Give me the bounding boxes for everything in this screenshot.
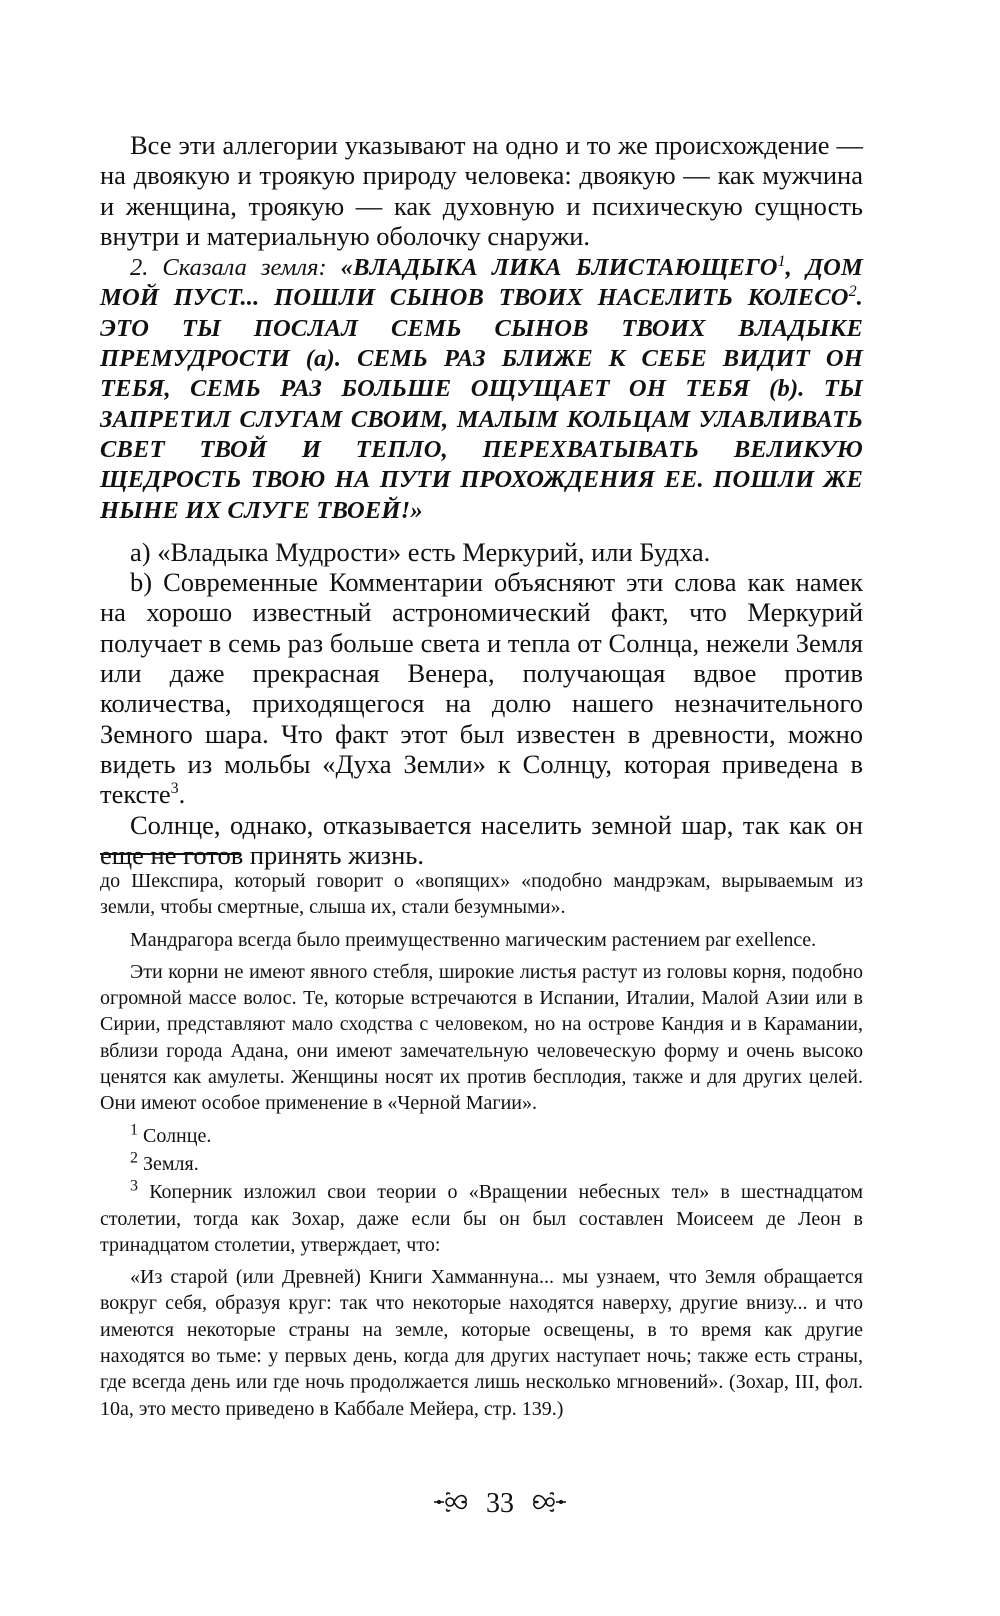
footnote-number: 1 <box>130 1121 138 1139</box>
footnote-text: Земля. <box>138 1152 199 1175</box>
stanza-part-1: «ВЛАДЫКА ЛИКА БЛИСТАЮЩЕГО <box>340 254 778 282</box>
stanza-part-2: , ДОМ МОЙ ПУСТ... ПОШЛИ СЫНОВ ТВОИХ НАСЕЛИТЬ КОЛЕСО <box>100 254 864 312</box>
footnote-2 <box>100 1151 863 1177</box>
footnote-number: 3 <box>130 1177 138 1195</box>
footnote-number: 2 <box>130 1149 138 1167</box>
main-text <box>100 130 863 870</box>
footnote-text: Коперник изложил свои теории о «Вращении небесных тел» в шестнадцатом столетии, тогда как Зохар, даже если бы он был составлен Моисеем де Леон в тринадцатом столетии, утверждает, что: <box>100 1181 863 1256</box>
stanza-verse <box>100 253 863 526</box>
commentary <box>100 537 863 870</box>
paragraph-allegories: Все эти аллегории указывают на одно и то же происхождение — на двоякую и троякую природу человека: двоякую — как мужчина и женщина, троякую — как духовную и психическую сущность внутри и материальную оболочку снаружи. <box>100 130 863 251</box>
footnote-ref-1: 1 <box>777 253 786 271</box>
comment-b-text: b) Современные Комментарии объясняют эти слова как намек на хорошо известный астрономический факт, что Меркурий получает в семь раз больше света и тепла от Солнца, нежели Земля или даже прекрасная Венера, получающая вдвое против количества, приходящегося на долю нашего незначительного Земного шара. Что факт этот был известен в древности, можно видеть из мольбы «Духа Земли» к Солнцу, которая приведена в тексте <box>100 567 863 810</box>
footnote-zohar-quote: «Из старой (или Древней) Книги Хамманнуна... мы узнаем, что Земля обращается вокруг себя, образуя круг: так что некоторые находятся наверху, другие внизу... и что имеются некоторые страны на земле, которые освещены, в то время как другие находятся во тьме: у первых день, когда для других наступает ночь; также есть страны, где всегда день или где ночь продолжается лишь несколько мгновений». (Зохар, III, фол. 10а, это место приведено в Каббале Мейера, стр. 139.) <box>100 1266 863 1420</box>
footnote-continuation: до Шекспира, который говорит о «вопящих» «подобно мандрэкам, вырываемым из земли, чтобы смертные, слыша их, стали безумными». <box>100 870 863 919</box>
footnote-divider <box>100 853 240 855</box>
footnote-ref-3: 3 <box>170 780 179 798</box>
footnote-3 <box>100 1179 863 1258</box>
stanza-part-3: . ЭТО ТЫ ПОСЛАЛ СЕМЬ СЫНОВ ТВОИХ ВЛАДЫКЕ ПРЕМУДРОСТИ (a). СЕМЬ РАЗ БЛИЖЕ К СЕБЕ ВИДИТ ОН ТЕБЯ, СЕМЬ РАЗ БОЛЬШЕ ОЩУЩАЕТ ОН ТЕБЯ (b). ТЫ ЗАПРЕТИЛ СЛУГАМ СВОИМ, МАЛЫМ КОЛЬЦАМ УЛАВЛИВАТЬ СВЕТ ТВОЙ И ТЕПЛО, ПЕРЕХВАТЫВАТЬ ВЕЛИКУЮ ЩЕДРОСТЬ ТВОЮ НА ПУТИ ПРОХОЖДЕНИЯ ЕЕ. ПОШЛИ ЖЕ НЫНЕ ИХ СЛУГЕ ТВОЕЙ!» <box>100 284 863 524</box>
stanza-intro: 2. Сказала земля: <box>130 254 341 282</box>
footnote-1 <box>100 1123 863 1149</box>
fleuron-right-icon <box>528 1490 568 1522</box>
page-footer <box>0 1488 1000 1522</box>
paragraph-sun: Солнце, однако, отказывается населить земной шар, так как он еще не готов принять жизнь. <box>100 809 863 870</box>
footnote-roots: Эти корни не имеют явного стебля, широкие листья растут из головы корня, подобно огромной массе волос. Те, которые встречаются в Испании, Италии, Малой Азии или в Сирии, представляют мало сходства с человеком, но на острове Кандия и в Карамании, вблизи города Адана, они имеют замечательную человеческую форму и очень высоко ценятся как амулеты. Женщины носят их против бесплодия, также и для других целей. Они имеют особое применение в «Черной Магии». <box>100 960 863 1115</box>
footnote-ref-2: 2 <box>848 283 857 301</box>
comment-b: b) Современные Комментарии объясняют эти слова как намек на хорошо известный астрономический факт, что Меркурий получает в семь раз больше света и тепла от Солнца, нежели Земля или даже прекрасная Венера, получающая вдвое против количества, приходящегося на долю нашего незначительного Земного шара. Что факт этот был известен в древности, можно видеть из мольбы «Духа Земли» к Солнцу, которая приведена в тексте$^3$. <box>100 567 863 810</box>
footnote-text: Солнце. <box>138 1124 212 1147</box>
stanza-text <box>100 253 863 526</box>
comment-a: a) «Владыка Мудрости» есть Меркурий, или Будха. <box>130 536 711 567</box>
footnote-mandragora: Мандрагора всегда было преимущественно магическим растением par exellence. <box>130 928 817 951</box>
fleuron-left-icon <box>432 1490 472 1522</box>
footnotes <box>100 868 863 1428</box>
page-number: 33 <box>486 1488 514 1519</box>
